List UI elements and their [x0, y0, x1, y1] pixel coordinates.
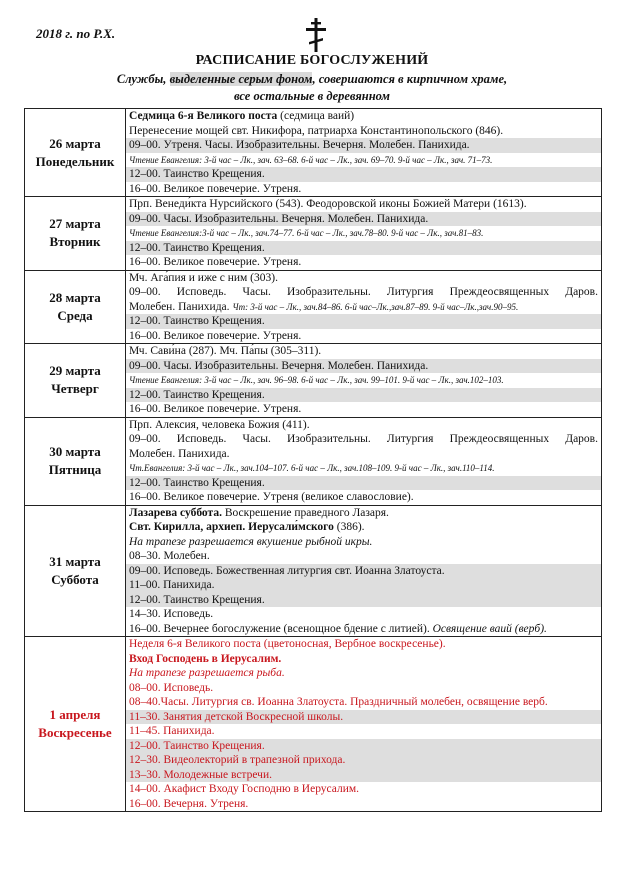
day-date: 26 марта: [49, 135, 101, 151]
service-line: 08–00. Исповедь.: [129, 681, 214, 694]
service-line: 11–00. Панихида.: [126, 578, 601, 593]
day-cell: [25, 637, 126, 812]
service-line: 16–00. Великое повечерие. Утреня (великое славословие).: [129, 491, 414, 503]
service-line: 11–30. Занятия детской Воскресной школы.: [126, 710, 601, 725]
gospel-reading-line: Чтение Евангелия: 3-й час – Лк., зач. 63–68. 6-й час – Лк., зач. 69–70. 9-й час – Лк., зач. 71–73.: [129, 154, 493, 165]
service-line: 12–00. Таинство Крещения.: [126, 739, 601, 754]
service-line: 09–00. Исповедь. Часы. Изобразительны. Литургия Преждеосвященных Даров.: [129, 286, 598, 298]
day-weekday: Суббота: [51, 571, 99, 587]
service-line: Прп. Венеди́кта Нурсийского (543). Феодоровской иконы Божией Матери (1613).: [129, 198, 527, 210]
gospel-reading-line: Чтение Евангелия:3-й час – Лк., зач.74–77. 6-й час – Лк., зач.78–80. 9-й час – Лк., зач.81–83.: [129, 228, 484, 238]
orthodox-cross-icon: [303, 18, 329, 52]
services-cell: [126, 637, 602, 812]
service-line: Мч. Ага́пия и иже с ним (303).: [129, 271, 278, 284]
day-cell: [25, 505, 126, 637]
day-date: 31 марта: [49, 553, 101, 569]
day-weekday: Пятница: [48, 462, 102, 477]
service-line: 09–00. Часы. Изобразительны. Вечерня. Молебен. Панихида.: [126, 359, 601, 374]
service-line: Мч. Сави́на (287). Мч. Па́пы (305–311).: [129, 345, 322, 357]
year-label: 2018 г. по Р.Х.: [36, 26, 116, 41]
service-line: Неделя 6-я Великого поста (цветоносная, Вербное воскресенье).: [129, 638, 446, 650]
service-line: Молебен. Панихида. Чт: 3-й час – Лк., зач.84–86. 6-й час–Лк.,зач.87–89. 9-й час–Лк.,зач.90–95.: [129, 300, 519, 313]
services-cell: [126, 270, 602, 344]
table-row: [25, 270, 602, 344]
services-cell: [126, 109, 602, 197]
day-date: 30 марта: [49, 444, 101, 459]
service-line: 12–00. Таинство Крещения.: [126, 476, 601, 491]
service-line: 12–00. Таинство Крещения.: [126, 593, 601, 608]
service-line: 14–00. Акафист Входу Господню в Иерусалим.: [129, 783, 360, 795]
table-row: [25, 109, 602, 197]
day-weekday: Среда: [57, 307, 93, 323]
service-line: 09–00. Часы. Изобразительны. Вечерня. Молебен. Панихида.: [126, 212, 601, 227]
day-weekday: Вторник: [49, 234, 101, 250]
service-line: 11–45. Панихида.: [129, 725, 215, 737]
service-line: 16–00. Великое повечерие. Утреня.: [129, 182, 302, 195]
service-line: Прп. Алексия, человека Божия (411).: [129, 418, 310, 431]
schedule-table: [24, 108, 602, 812]
subtitle-line-2: все остальные в деревянном: [234, 89, 390, 103]
table-row: [25, 505, 602, 637]
service-line: Свт. Кирилла, архиеп. Иерусали́мского (386).: [129, 521, 365, 533]
service-line: 09–00. Утреня. Часы. Изобразительны. Вечерня. Молебен. Панихида.: [126, 138, 601, 153]
service-line: 16–00. Великое повечерие. Утреня.: [129, 403, 302, 415]
services-cell: [126, 344, 602, 418]
day-date: 1 апреля: [49, 707, 101, 722]
table-row: [25, 197, 602, 271]
day-date: 27 марта: [49, 216, 101, 232]
service-line: 08–40.Часы. Литургия св. Иоанна Златоуста. Праздничный молебен, освящение верб.: [129, 696, 548, 708]
service-line: На трапезе разрешается рыба.: [129, 667, 285, 679]
service-line: 16–00. Вечерня. Утреня.: [129, 797, 249, 810]
gospel-reading-line: Чтение Евангелия: 3-й час – Лк., зач. 96–98. 6-й час – Лк., зач. 99–101. 9-й час – Лк., зач.102–103.: [129, 375, 504, 385]
table-row: [25, 417, 602, 505]
service-line: 12–00. Таинство Крещения.: [126, 167, 601, 182]
day-weekday: Понедельник: [35, 153, 115, 169]
service-line: Седмица 6-я Великого поста (седмица ваий): [129, 110, 355, 122]
table-row: [25, 344, 602, 418]
service-line: Молебен. Панихида.: [129, 447, 230, 460]
service-line: На трапезе разрешается вкушение рыбной икры.: [129, 535, 373, 548]
day-cell: [25, 270, 126, 344]
service-line: 09–00. Исповедь. Часы. Изобразительны. Литургия Преждеосвященных Даров.: [129, 433, 598, 445]
day-weekday: Воскресенье: [38, 725, 112, 740]
service-line: 16–00. Великое повечерие. Утреня.: [129, 256, 302, 268]
services-cell: [126, 417, 602, 505]
day-cell: [25, 197, 126, 271]
service-line: 13–30. Молодежные встречи.: [126, 768, 601, 783]
table-row: [25, 637, 602, 812]
service-line: 12–30. Видеолекторий в трапезной прихода.: [126, 753, 601, 768]
day-date: 29 марта: [49, 363, 101, 379]
service-line: 08–30. Молебен.: [129, 550, 210, 562]
service-line: 09–00. Исповедь. Божественная литургия свт. Иоанна Златоуста.: [126, 564, 601, 579]
services-cell: [126, 197, 602, 271]
service-line: 12–00. Таинство Крещения.: [126, 388, 601, 403]
day-cell: [25, 417, 126, 505]
service-line: Вход Господень в Иерусалим.: [129, 652, 282, 665]
service-line: Перенесение мощей свт. Никифора, патриарха Константинопольского (846).: [129, 124, 504, 137]
day-weekday: Четверг: [51, 381, 99, 397]
service-line: 14–30. Исповедь.: [129, 608, 214, 620]
subtitle-line-1: Службы, выделенные серым фоном, совершаются в кирпичном храме,: [116, 72, 508, 86]
service-line: 12–00. Таинство Крещения.: [126, 314, 601, 329]
service-line: 12–00. Таинство Крещения.: [126, 241, 601, 256]
service-line: 16–00. Великое повечерие. Утреня.: [129, 329, 302, 342]
day-cell: [25, 109, 126, 197]
gray-highlight-sample: выделенные серым фоном: [169, 72, 313, 86]
day-date: 28 марта: [49, 289, 101, 305]
service-line: Лазарева суббота. Воскрешение праведного Лазаря.: [129, 506, 389, 519]
services-cell: [126, 505, 602, 637]
service-line: 16–00. Вечернее богослужение (всенощное бдение с литией). Освящение ваий (верб).: [129, 622, 547, 635]
page-title: РАСПИСАНИЕ БОГОСЛУЖЕНИЙ: [195, 53, 429, 68]
day-cell: [25, 344, 126, 418]
gospel-reading-line: Чт.Евангелия: 3-й час – Лк., зач.104–107. 6-й час – Лк., зач.108–109. 9-й час – Лк., зач.110–114.: [129, 463, 495, 473]
